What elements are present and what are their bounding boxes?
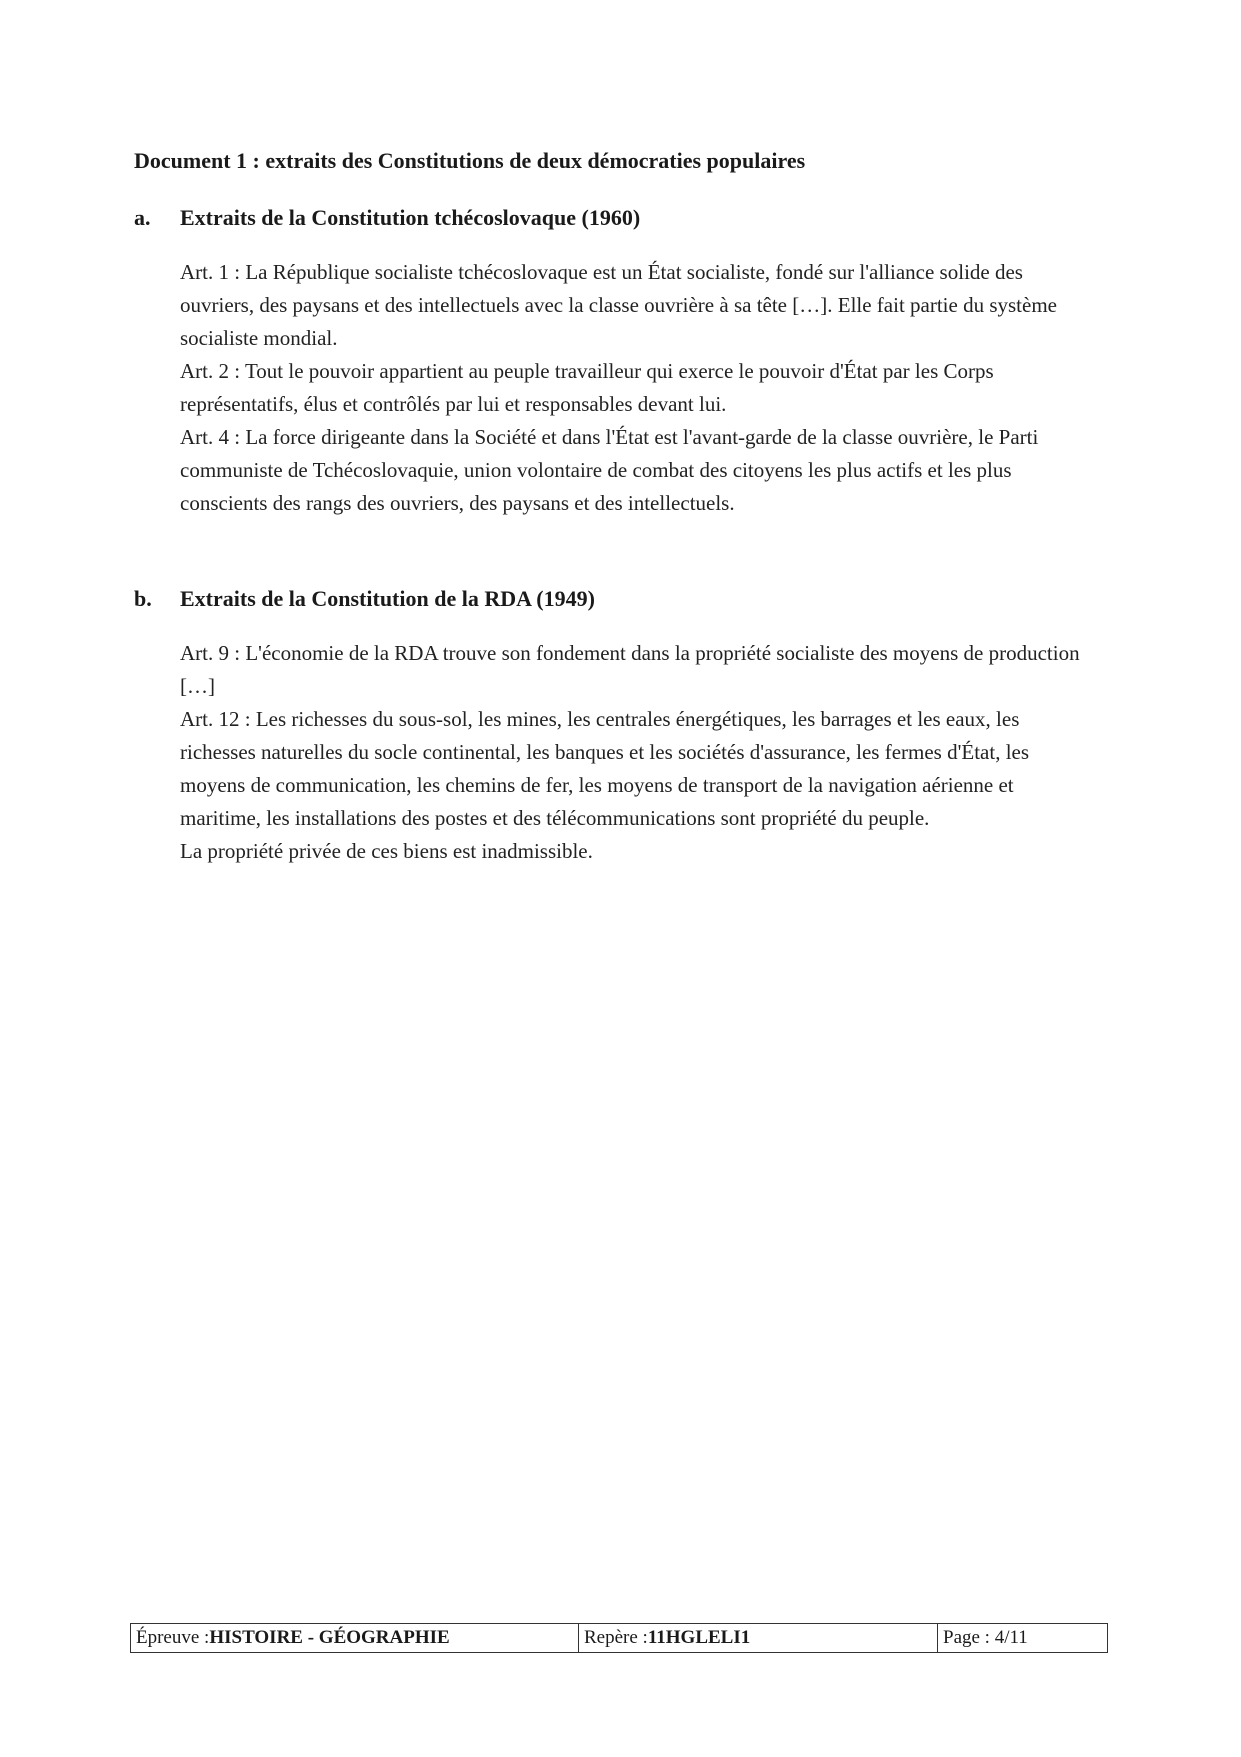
footer-epreuve-cell: [131, 1624, 579, 1652]
footer-table: [130, 1623, 1108, 1653]
footer-repere-cell: [579, 1624, 938, 1652]
footer-epreuve-label: Épreuve :: [136, 1627, 210, 1648]
article-1: Art. 1 : La République socialiste tchécoslovaque est un État socialiste, fondé sur l'alliance solide des ouvriers, des paysans et des intellectuels avec la classe ouvrière à sa tête […]. Elle fait partie du système socialiste mondial.: [180, 260, 1057, 350]
article-12: Art. 12 : Les richesses du sous-sol, les mines, les centrales énergétiques, les barrages et les eaux, les richesses naturelles du socle continental, les banques et les sociétés d'assurance, les fermes d'État, les moyens de communication, les chemins de fer, les moyens de transport de la navigation aérienne et maritime, les installations des postes et des télécommunications sont propriété du peuple.: [180, 707, 1030, 830]
section-b-title: Extraits de la Constitution de la RDA (1949): [180, 586, 595, 611]
section-b-letter: b.: [134, 586, 152, 611]
closing-statement: La propriété privée de ces biens est inadmissible.: [180, 839, 593, 863]
article-4: Art. 4 : La force dirigeante dans la Société et dans l'État est l'avant-garde de la classe ouvrière, le Parti communiste de Tchécoslovaquie, union volontaire de combat des citoyens les plus actifs et les plus conscients des rangs des ouvriers, des paysans et des intellectuels.: [180, 425, 1039, 515]
article-2: Art. 2 : Tout le pouvoir appartient au peuple travailleur qui exerce le pouvoir d'État par les Corps représentatifs, élus et contrôlés par lui et responsables devant lui.: [180, 359, 994, 416]
footer-page-cell: [938, 1624, 1107, 1652]
section-b-heading: [134, 586, 595, 612]
footer-page-number: Page : 4/11: [943, 1627, 1028, 1648]
section-b-body: [180, 637, 1090, 868]
section-a-letter: a.: [134, 205, 151, 230]
document-title: Document 1 : extraits des Constitutions de deux démocraties populaires: [134, 148, 806, 173]
article-9: Art. 9 : L'économie de la RDA trouve son fondement dans la propriété socialiste des moyens de production […]: [180, 641, 1080, 698]
footer-epreuve-value: HISTOIRE - GÉOGRAPHIE: [209, 1627, 450, 1648]
section-a-title: Extraits de la Constitution tchécoslovaque (1960): [180, 205, 641, 230]
footer-repere-label: Repère :: [584, 1627, 648, 1648]
section-a-body: [180, 256, 1090, 520]
section-a-heading: [134, 205, 640, 231]
footer-repere-value: 11HGLELI1: [647, 1627, 751, 1648]
